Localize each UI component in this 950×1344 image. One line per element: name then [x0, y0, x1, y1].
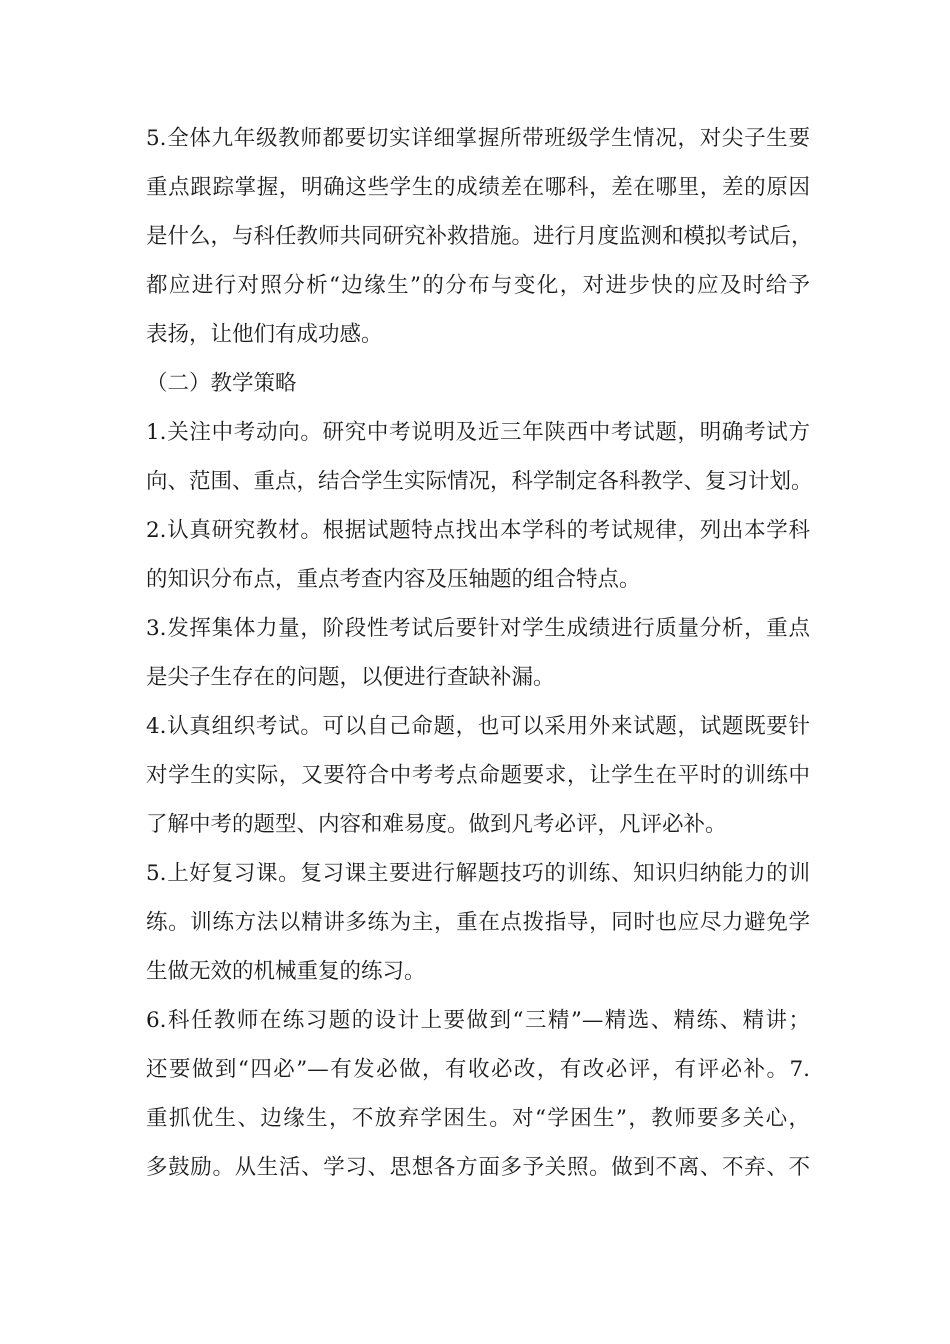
- text-line: 还要做到“四必”—有发必做，有收必改，有改必评，有评必补。7.: [146, 1057, 810, 1082]
- text-line: 重抓优生、边缘生，不放弃学困生。对“学困生”，教师要多关心，: [146, 1106, 810, 1131]
- text-line: 向、范围、重点，结合学生实际情况，科学制定各科教学、复习计划。: [146, 469, 813, 494]
- text-line: 了解中考的题型、内容和难易度。做到凡考必评，凡评必补。: [146, 812, 727, 837]
- text-line: 4.认真组织考试。可以自己命题，也可以采用外来试题，试题既要针: [146, 714, 810, 739]
- text-line: 练。训练方法以精讲多练为主，重在点拨指导，同时也应尽力避免学: [146, 910, 810, 935]
- text-line: 的知识分布点，重点考查内容及压轴题的组合特点。: [146, 567, 641, 592]
- text-line: 对学生的实际，又要符合中考考点命题要求，让学生在平时的训练中: [146, 763, 810, 788]
- text-line: 重点跟踪掌握，明确这些学生的成绩差在哪科，差在哪里，差的原因: [146, 175, 810, 200]
- text-line: 1.关注中考动向。研究中考说明及近三年陕西中考试题，明确考试方: [146, 420, 810, 445]
- text-line: 是什么，与科任教师共同研究补救措施。进行月度监测和模拟考试后，: [146, 224, 813, 249]
- text-line: 表扬，让他们有成功感。: [146, 322, 383, 347]
- text-line: 6.科任教师在练习题的设计上要做到“三精”—精选、精练、精讲；: [146, 1008, 810, 1033]
- text-line: 多鼓励。从生活、学习、思想各方面多予关照。做到不离、不弃、不: [146, 1155, 810, 1180]
- text-line: 3.发挥集体力量，阶段性考试后要针对学生成绩进行质量分析，重点: [146, 616, 810, 641]
- text-line: 5.上好复习课。复习课主要进行解题技巧的训练、知识归纳能力的训: [146, 861, 810, 886]
- body-text: [146, 114, 813, 1192]
- text-line: 都应进行对照分析“边缘生”的分布与变化，对进步快的应及时给予: [146, 273, 810, 298]
- text-line: 5.全体九年级教师都要切实详细掌握所带班级学生情况，对尖子生要: [146, 126, 810, 151]
- text-line: 是尖子生存在的问题，以便进行查缺补漏。: [146, 665, 555, 690]
- text-line: 2.认真研究教材。根据试题特点找出本学科的考试规律，列出本学科: [146, 518, 810, 543]
- text-line: 生做无效的机械重复的练习。: [146, 959, 426, 984]
- section-heading: （二）教学策略: [146, 371, 297, 396]
